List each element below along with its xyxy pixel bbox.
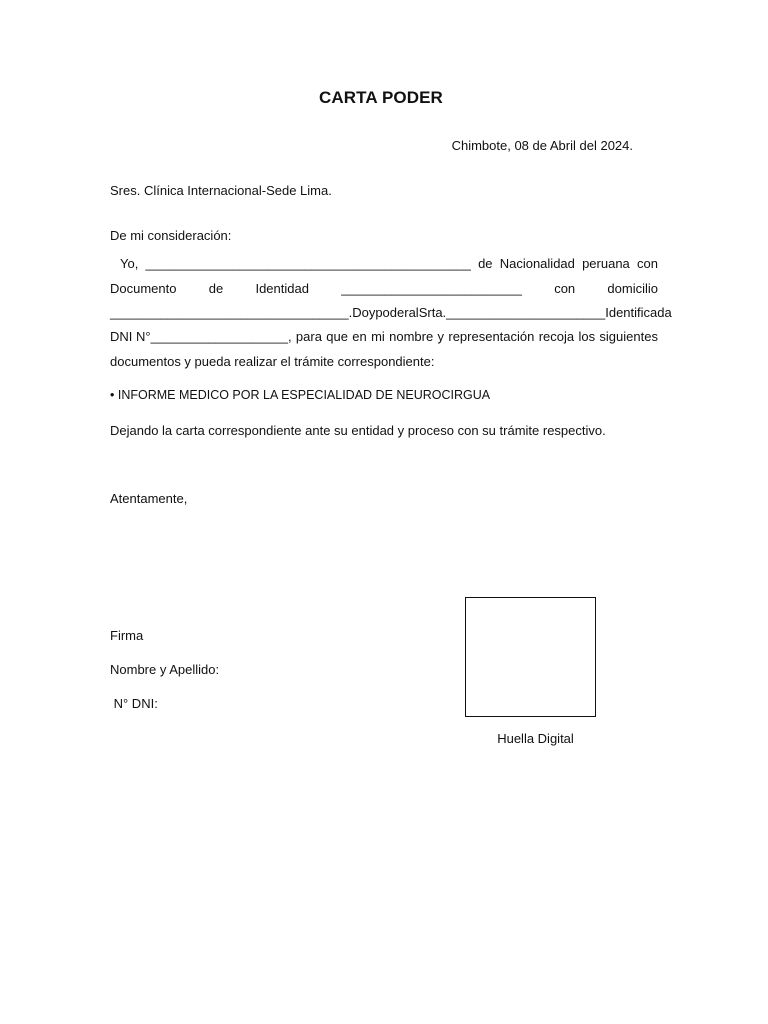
blank-representative: ______________________Identificada <box>446 305 672 320</box>
body-word: con <box>636 256 658 271</box>
greeting: De mi consideración: <box>110 228 232 243</box>
body-word: en <box>352 329 367 344</box>
body-line-2 <box>110 281 658 296</box>
body-word: peruana <box>582 256 630 271</box>
body-line-3 <box>110 305 672 320</box>
blank-dni: DNI N°___________________, <box>110 329 292 344</box>
body-line-4 <box>110 329 658 344</box>
body-word: poder <box>375 305 409 320</box>
date-line: Chimbote, 08 de Abril del 2024. <box>451 138 633 153</box>
signature-label: Firma <box>110 628 144 643</box>
body-word: Nacionalidad <box>499 256 575 271</box>
name-label: Nombre y Apellido: <box>110 662 220 677</box>
blank-address: _________________________________. <box>110 305 353 320</box>
body-word: de <box>478 256 493 271</box>
body-word: al <box>408 305 419 320</box>
fingerprint-label: Huella Digital <box>497 731 574 746</box>
body-word: con <box>554 281 576 296</box>
sign-off: Atentamente, <box>110 491 188 506</box>
body-word: nombre <box>389 329 434 344</box>
body-word: domicilio <box>607 281 658 296</box>
blank-name: _____________________________________________ <box>145 256 471 271</box>
body-word: Doy <box>352 305 376 320</box>
body-word: Identidad <box>255 281 309 296</box>
body-word: que <box>326 329 348 344</box>
body-word: recoja <box>538 329 575 344</box>
body-line-1 <box>110 256 658 271</box>
body-word: Yo, <box>120 256 139 271</box>
body-word: Srta. <box>418 305 447 320</box>
body-word: mi <box>371 329 385 344</box>
body-word: siguientes <box>599 329 658 344</box>
bullet-item: • INFORME MEDICO POR LA ESPECIALIDAD DE NEUROCIRGUA <box>110 388 491 402</box>
body-line-5: documentos y pueda realizar el trámite correspondiente: <box>110 354 435 369</box>
document-title: CARTA PODER <box>319 88 443 107</box>
addressee: Sres. Clínica Internacional-Sede Lima. <box>110 183 332 198</box>
body-word: y <box>437 329 445 344</box>
body-word: Documento <box>110 281 177 296</box>
fingerprint-box <box>465 597 596 717</box>
closing-paragraph: Dejando la carta correspondiente ante su entidad y proceso con su trámite respectivo. <box>110 423 606 438</box>
body-word: de <box>208 281 224 296</box>
body-word: para <box>295 329 322 344</box>
body-word: los <box>578 329 596 344</box>
dni-label: N° DNI: <box>110 696 158 711</box>
body-word: representación <box>448 329 535 344</box>
blank-document: _________________________ <box>341 281 522 296</box>
